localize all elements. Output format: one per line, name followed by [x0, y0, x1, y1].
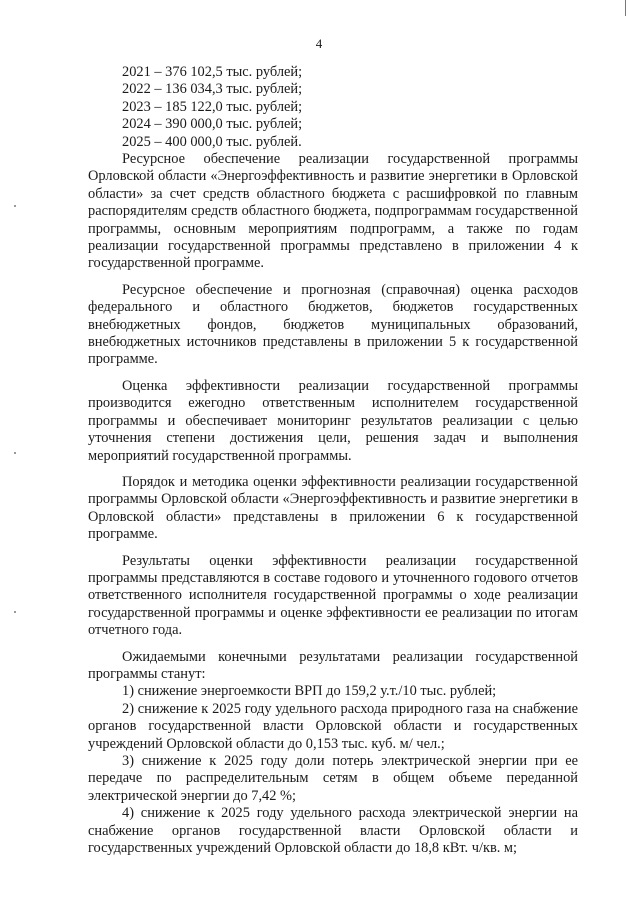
budget-line-2025: 2025 – 400 000,0 тыс. рублей. [122, 133, 302, 150]
paragraph-resource-provision: Ресурсное обеспечение реализации государственной программы Орловской области «Энергоэффективность и развитие энергетики в Орловской области» за счет средств областного бюджета с расшифровкой по главным распорядителям средств областного бюджета, подпрограммам государственной программы, основным мероприятиям подпрограмм, а также по годам реализации государственной программы представлено в приложении 4 к государственной программе. [88, 151, 578, 272]
edge-scan-dot [14, 205, 16, 207]
paragraph-efficiency-assessment: Оценка эффективности реализации государственной программы производится ежегодно ответственным исполнителем государственной программы и обеспечивает мониторинг результатов реализации с целью уточнения степени достижения цели, решения задач и выполнения мероприятий государственной программы. [88, 377, 578, 464]
result-item-3: 3) снижение к 2025 году доли потерь электрической энергии при ее передаче по распределительным сетям в общем объеме переданной электрической энергии до 7,42 %; [88, 753, 578, 804]
result-item-2: 2) снижение к 2025 году удельного расхода природного газа на снабжение органов государственной власти Орловской области и государственных учреждений Орловской области до 0,153 тыс. куб. м/ чел.; [88, 700, 578, 752]
budget-line-2022: 2022 – 136 034,3 тыс. рублей; [122, 81, 303, 98]
document-body [88, 151, 578, 857]
paragraph-assessment-results: Результаты оценки эффективности реализации государственной программы представляются в составе годового и уточненного годового отчетов ответственного исполнителя государственной программы о ходе реализации государственной программы и оценке эффективности ее реализации по итогам отчетного года. [88, 552, 578, 639]
result-item-4: 4) снижение к 2025 году удельного расхода электрической энергии на снабжение органов государственной власти Орловской области и государственных учреждений Орловской области до 18,8 кВт. ч/кв. м; [88, 805, 578, 857]
result-item-1: 1) снижение энергоемкости ВРП до 159,2 у.т./10 тыс. рублей; [122, 683, 497, 700]
paragraph-forecast-estimate: Ресурсное обеспечение и прогнозная (справочная) оценка расходов федерального и областного бюджетов, бюджетов государственных внебюджетных фондов, бюджетов муниципальных образований, внебюджетных источников представлены в приложении 5 к государственной программе. [88, 281, 578, 368]
edge-scan-dot [14, 452, 16, 454]
budget-line-2023: 2023 – 185 122,0 тыс. рублей; [122, 98, 303, 115]
paragraph-assessment-method: Порядок и методика оценки эффективности реализации государственной программы Орловской области «Энергоэффективность и развитие энергетики в Орловской области» представлены в приложении 6 к государственной программе. [88, 473, 578, 543]
edge-scan-dot [14, 611, 16, 613]
budget-by-year-list [122, 64, 422, 151]
budget-line-2024: 2024 – 390 000,0 тыс. рублей; [122, 116, 303, 133]
paragraph-expected-results-intro: Ожидаемыми конечными результатами реализации государственной программы станут: [88, 648, 578, 682]
corner-scan-mark [625, 0, 626, 16]
page-number: 4 [315, 36, 323, 51]
budget-line-2021: 2021 – 376 102,5 тыс. рублей; [122, 64, 303, 80]
